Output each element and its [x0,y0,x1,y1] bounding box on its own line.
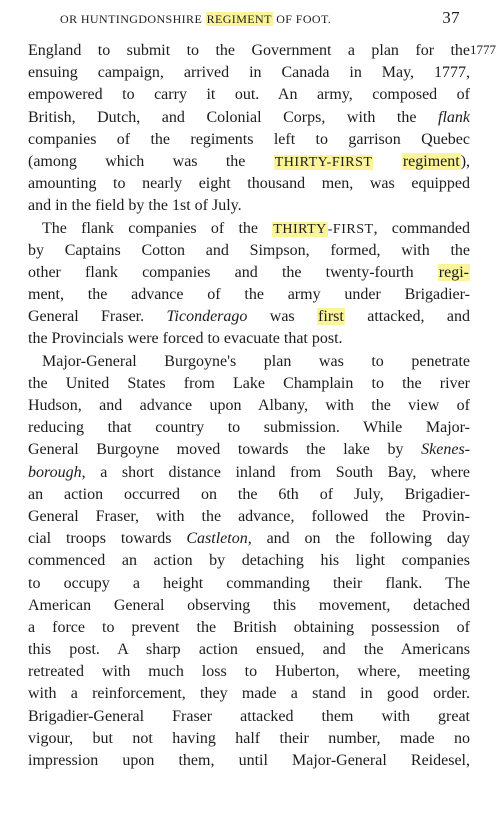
text-line [28,439,470,461]
text-span: other flank companies and the twenty-fourth [28,263,438,281]
text-span: (among which was the [28,152,274,170]
text-span: The flank companies of the [42,219,273,237]
running-title [60,12,331,27]
text-line: Brigadier-General Fraser attacked them with great [28,707,470,725]
highlighted-text: regi- [438,263,469,281]
text-line: General Fraser, with the advance, followed the Provin- [28,507,470,525]
paragraph-2 [28,218,470,351]
text-line [28,218,470,240]
text-line [28,462,470,484]
text-span: a short distance inland from South Bay, where [85,463,470,481]
paragraph-3 [28,351,470,773]
running-title-highlight: REGIMENT [206,12,272,26]
text-line: and in the field by the 1st of July. [28,197,242,215]
text-span: and on the following day [251,530,471,548]
text-line: ment, the advance of the army under Brigadier- [28,286,470,304]
text-line: by Captains Cotton and Simpson, formed, with the [28,241,470,259]
small-caps-text: -FIRST [327,221,374,237]
text-line: this post. A sharp action ensued, and the Americans [28,641,470,659]
italic-text: flank [438,108,471,126]
text-line: vigour, but not having half their number, made no [28,729,470,747]
text-span: cial troops towards [28,530,187,548]
text-line: an action occurred on the 6th of July, Brigadier- [28,485,470,503]
text-line [28,528,470,550]
text-line: impression upon them, until Major-General Reidesel, [28,752,470,769]
body-text [28,40,470,772]
italic-text: Castleton, [186,530,252,548]
text-span: British, Dutch, and Colonial Corps, with the [28,108,417,126]
text-line: amounting to nearly eight thousand men, was equipped [28,175,470,193]
margin-year-note: 1777 [470,42,496,57]
text-line: ensuing campaign, arrived in Canada in May, 1777, [28,64,470,82]
text-line [28,262,470,284]
highlighted-text: first [318,308,344,326]
page-number: 37 [442,8,460,27]
text-line: a force to prevent the British obtaining possession of [28,618,470,636]
text-line: with a reinforcement, they made a stand in good order. [28,685,470,703]
text-line: the Provincials were forced to evacuate that post. [28,330,343,348]
text-line: empowered to carry it out. An army, composed of [28,86,470,104]
highlighted-text: THIRTY [273,221,327,237]
text-span: General Burgoyne moved towards the lake by [28,441,422,459]
italic-text: Skenes- [421,441,470,459]
text-line: Major-General Burgoyne's plan was to penetrate [42,352,470,370]
text-line: to occupy a height commanding their flank. The [28,574,470,592]
highlighted-text: THIRTY-FIRST [274,154,373,170]
text-line: retreated with much loss to Huberton, where, meeting [28,663,470,681]
text-span: General Fraser. [28,308,167,326]
highlighted-text: regiment [402,152,460,170]
text-span: was [247,308,318,326]
text-line [28,151,470,173]
text-line [28,306,470,328]
text-span: ), [460,152,471,170]
text-span: attacked, and [344,308,470,326]
italic-text: borough, [28,463,86,481]
paragraph-1 [28,40,470,218]
text-line: the United States from Lake Champlain to the river [28,374,470,392]
text-line: reducing that country to submission. While Major- [28,419,470,437]
running-title-prefix: OR HUNTINGDONSHIRE [60,12,206,26]
text-line: companies of the regiments left to garrison Quebec [28,130,470,148]
text-line: commenced an action by detaching his light companies [28,552,470,570]
text-line: England to submit to the Government a plan for the [28,42,470,59]
running-title-suffix: OF FOOT. [272,12,332,26]
running-header [60,8,460,32]
text-line: American General observing this movement, detached [28,596,470,614]
text-line: Hudson, and advance upon Albany, with the view of [28,397,470,414]
italic-text: Ticonderago [166,308,248,326]
text-line [28,107,470,129]
text-span: , commanded [373,219,471,237]
